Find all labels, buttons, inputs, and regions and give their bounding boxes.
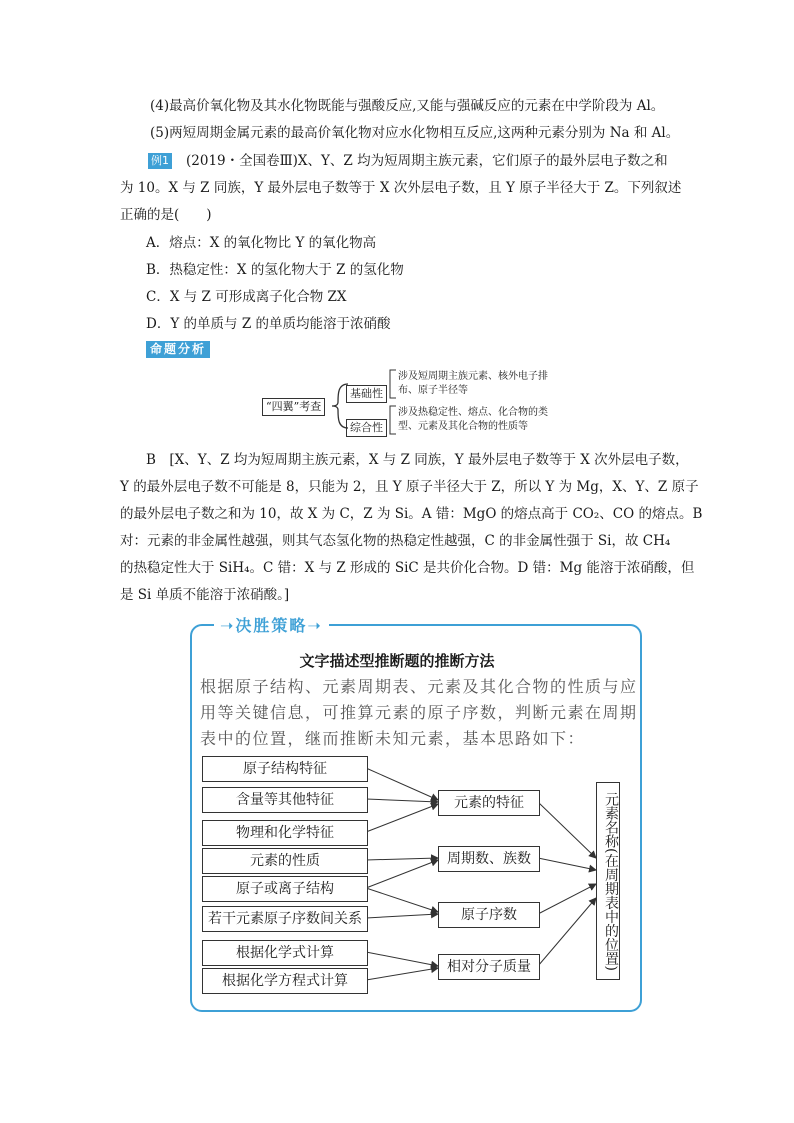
- flow-element-name: 元素名称(在周期表中的位置): [596, 782, 620, 980]
- option-b: B．热稳定性：X 的氢化物大于 Z 的氢化物: [146, 262, 404, 278]
- strategy-intro-3: 表中的位置，继而推断未知元素，基本思路如下：: [200, 729, 586, 748]
- mindmap-root: “四翼”考查: [262, 398, 325, 416]
- example-tag: 例1: [148, 153, 172, 169]
- answer-line-1: B [X、Y、Z 均为短周期主族元素，X 与 Z 同族，Y 最外层电子数等于 X 次外层电子数，: [146, 452, 689, 468]
- question-line-3: 正确的是( ): [120, 207, 212, 223]
- mindmap-comp-text-1: 涉及热稳定性、熔点、化合物的类: [398, 407, 548, 418]
- mindmap-branch-comprehensive: 综合性: [346, 419, 387, 437]
- question-line-1: (2019・全国卷Ⅲ)X、Y、Z 均为短周期主族元素，它们原子的最外层电子数之和: [186, 153, 668, 169]
- option-a: A．熔点：X 的氧化物比 Y 的氧化物高: [146, 235, 377, 251]
- flow-atom-ion-structure: 原子或离子结构: [202, 876, 368, 902]
- flow-formula-calc: 根据化学式计算: [202, 940, 368, 966]
- flow-molecular-mass: 相对分子质量: [438, 954, 540, 980]
- mindmap-branch-basic: 基础性: [346, 385, 387, 403]
- rule-5: (5)两短周期金属元素的最高价氧化物对应水化物相互反应,这两种元素分别为 Na 和 Al。: [150, 125, 680, 141]
- strategy-title: ➝决胜策略➝: [214, 613, 329, 636]
- flow-equation-calc: 根据化学方程式计算: [202, 968, 368, 994]
- arrow-right-icon: ➝: [307, 616, 323, 635]
- mindmap-basic-text-2: 布、原子半径等: [398, 385, 468, 396]
- rule-4: (4)最高价氧化物及其水化物既能与强酸反应,又能与强碱反应的元素在中学阶段为 Al。: [150, 98, 665, 114]
- mindmap-comp-text-2: 型、元素及其化合物的性质等: [398, 421, 528, 432]
- question-line-2: 为 10。X 与 Z 同族，Y 最外层电子数等于 X 次外层电子数，且 Y 原子半径大于 Z。下列叙述: [120, 180, 682, 196]
- answer-line-6: 是 Si 单质不能溶于浓硝酸。]: [120, 587, 290, 603]
- flow-element-properties: 元素的性质: [202, 848, 368, 874]
- strategy-heading: 文字描述型推断题的推断方法: [299, 652, 495, 670]
- flow-atomic-number-relation: 若干元素原子序数间关系: [202, 906, 368, 932]
- flow-atomic-number: 原子序数: [438, 902, 540, 928]
- answer-line-5: 的热稳定性大于 SiH₄。C 错：X 与 Z 形成的 SiC 是共价化合物。D 错：Mg 能溶于浓硝酸，但: [120, 560, 695, 576]
- flow-element-features: 元素的特征: [438, 790, 540, 816]
- flow-physical-chemical: 物理和化学特征: [202, 820, 368, 846]
- analysis-tag: 命题分析: [146, 341, 210, 358]
- flow-content-features: 含量等其他特征: [202, 787, 368, 813]
- option-d: D．Y 的单质与 Z 的单质均能溶于浓硝酸: [146, 316, 391, 332]
- strategy-intro-2: 用等关键信息，可推算元素的原子序数，判断元素在周期: [200, 703, 638, 722]
- mindmap-basic-text-1: 涉及短周期主族元素、核外电子排: [398, 371, 548, 382]
- arrow-right-icon: ➝: [220, 616, 236, 635]
- flow-atomic-structure: 原子结构特征: [202, 756, 368, 782]
- answer-line-3: 的最外层电子数之和为 10，故 X 为 C，Z 为 Si。A 错：MgO 的熔点高于 CO₂、CO 的熔点。B: [120, 506, 703, 522]
- answer-line-4: 对：元素的非金属性越强，则其气态氢化物的热稳定性越强，C 的非金属性强于 Si，故 CH₄: [120, 533, 671, 549]
- option-c: C．X 与 Z 可形成离子化合物 ZX: [146, 289, 347, 305]
- flow-period-group: 周期数、族数: [438, 846, 540, 872]
- strategy-intro-1: 根据原子结构、元素周期表、元素及其化合物的性质与应: [200, 677, 638, 696]
- answer-line-2: Y 的最外层电子数不可能是 8，只能为 2，且 Y 原子半径大于 Z，所以 Y 为 Mg，X、Y、Z 原子: [120, 479, 699, 495]
